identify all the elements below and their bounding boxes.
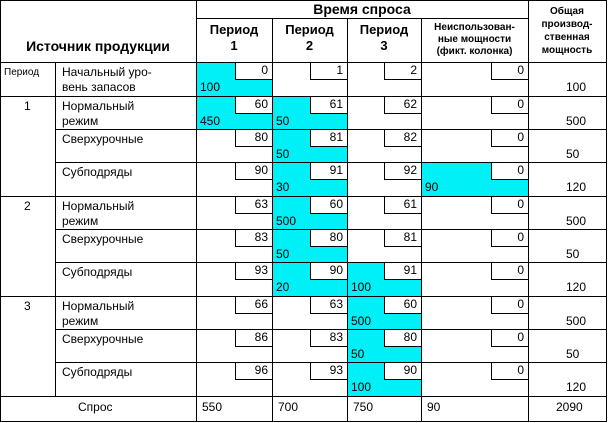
source-label: режим: [62, 314, 99, 328]
row-capacity: 50: [566, 347, 580, 361]
unit-cost: 61: [384, 196, 421, 214]
source-label: Субподряды: [62, 265, 133, 279]
grid-line: [55, 362, 607, 363]
period-label: 2: [24, 199, 31, 213]
unit-cost: 63: [235, 196, 272, 214]
row-capacity: 50: [566, 247, 580, 261]
grid-line: [0, 396, 607, 397]
unit-cost: 0: [491, 62, 528, 80]
unit-cost: 60: [384, 296, 421, 314]
unit-cost: 91: [384, 262, 421, 280]
unit-cost: 91: [310, 162, 347, 180]
period-header-1: Период: [209, 22, 259, 37]
period-label: Период: [4, 67, 40, 78]
unit-cost: 90: [235, 162, 272, 180]
demand-label: Спрос: [78, 400, 113, 414]
unit-cost: 80: [235, 129, 272, 147]
unit-cost: 0: [491, 329, 528, 347]
row-capacity: 500: [566, 214, 587, 228]
grid-line: [55, 129, 607, 130]
unit-cost: 61: [310, 96, 347, 114]
unused-capacity-header: Неиспользован-: [434, 22, 515, 33]
allocation-quantity: 50: [276, 247, 290, 261]
source-header: Источник продукции: [26, 38, 170, 54]
unit-cost: 83: [310, 329, 347, 347]
allocation-quantity: 500: [351, 314, 372, 328]
source-label: режим: [62, 214, 99, 228]
source-label: Сверхурочные: [62, 232, 144, 246]
allocation-quantity: 90: [425, 180, 439, 194]
row-capacity: 500: [566, 114, 587, 128]
source-label: Субподряды: [62, 365, 133, 379]
unit-cost: 0: [491, 229, 528, 247]
grid-line: [528, 0, 529, 422]
unit-cost: 66: [235, 296, 272, 314]
unit-cost: 81: [384, 229, 421, 247]
source-label: вень запасов: [62, 80, 136, 94]
unit-cost: 0: [491, 296, 528, 314]
allocation-quantity: 20: [276, 280, 290, 294]
demand-value: 750: [353, 400, 374, 414]
allocation-quantity: 100: [351, 280, 372, 294]
source-label: режим: [62, 114, 99, 128]
grid-line: [0, 0, 607, 1]
unit-cost: 60: [310, 196, 347, 214]
unit-cost: 82: [384, 129, 421, 147]
period-header-2: Период: [285, 22, 334, 37]
grid-line: [0, 421, 607, 422]
unit-cost: 63: [310, 296, 347, 314]
allocation-quantity: 450: [200, 114, 221, 128]
unit-cost: 80: [384, 329, 421, 347]
unit-cost: 86: [235, 329, 272, 347]
demand-value: 90: [427, 400, 441, 414]
unit-cost: 93: [235, 262, 272, 280]
grid-line: [196, 0, 197, 422]
unit-cost: 2: [384, 62, 421, 80]
source-label: Сверхурочные: [62, 132, 144, 146]
source-label: Нормальный: [62, 99, 135, 113]
total-capacity-header: ственная: [544, 32, 590, 43]
grid-line: [0, 96, 607, 97]
allocation-quantity: 100: [351, 380, 372, 394]
row-capacity: 120: [566, 180, 587, 194]
period-label: 3: [24, 299, 31, 313]
total-capacity-header: мощность: [541, 45, 593, 56]
grid-line: [55, 329, 607, 330]
total-capacity-header: Общая: [550, 6, 584, 17]
allocation-quantity: 100: [200, 80, 221, 94]
grid-line: [0, 296, 607, 297]
unit-cost: 0: [491, 96, 528, 114]
grid-line: [0, 0, 1, 422]
source-label: Субподряды: [62, 165, 133, 179]
unit-cost: 0: [491, 129, 528, 147]
unit-cost: 81: [310, 129, 347, 147]
grid-line: [606, 0, 607, 422]
unit-cost: 90: [310, 262, 347, 280]
total-capacity-header: производ-: [541, 19, 593, 30]
period-header-number-3: 3: [380, 38, 388, 53]
unit-cost: 93: [310, 362, 347, 380]
unit-cost: 90: [384, 362, 421, 380]
unit-cost: 92: [384, 162, 421, 180]
row-capacity: 120: [566, 280, 587, 294]
allocation-quantity: 50: [276, 147, 290, 161]
period-header-number-1: 1: [230, 38, 238, 53]
allocation-quantity: 50: [351, 347, 365, 361]
grid-line: [0, 62, 607, 63]
grid-line: [0, 196, 607, 197]
source-label: Нормальный: [62, 299, 135, 313]
unused-capacity-header: (фикт. колонка): [436, 46, 513, 57]
unit-cost: 96: [235, 362, 272, 380]
demand-time-header: Время спроса: [313, 1, 411, 17]
unit-cost: 0: [491, 262, 528, 280]
allocation-quantity: 50: [276, 114, 290, 128]
unit-cost: 1: [310, 62, 347, 80]
grid-line: [196, 18, 528, 19]
allocation-quantity: 30: [276, 180, 290, 194]
demand-value: 550: [202, 400, 223, 414]
source-label: Начальный уро-: [62, 65, 152, 79]
source-label: Нормальный: [62, 199, 135, 213]
grid-line: [55, 229, 607, 230]
unit-cost: 83: [235, 229, 272, 247]
row-capacity: 500: [566, 314, 587, 328]
unit-cost: 0: [491, 162, 528, 180]
period-header-number-2: 2: [305, 38, 314, 53]
allocation-quantity: 500: [276, 214, 297, 228]
period-label: 1: [24, 99, 31, 113]
unused-capacity-header: ные мощности: [437, 34, 512, 45]
demand-total: 2090: [556, 400, 583, 414]
source-label: Сверхурочные: [62, 332, 144, 346]
demand-value: 700: [278, 400, 299, 414]
grid-line: [55, 162, 607, 163]
unit-cost: 62: [384, 96, 421, 114]
unit-cost: 0: [491, 362, 528, 380]
unit-cost: 60: [235, 96, 272, 114]
row-capacity: 50: [566, 147, 580, 161]
unit-cost: 0: [491, 196, 528, 214]
period-header-3: Период: [359, 22, 409, 37]
row-capacity: 120: [566, 380, 587, 394]
row-capacity: 100: [566, 80, 587, 94]
unit-cost: 0: [235, 62, 272, 80]
unit-cost: 80: [310, 229, 347, 247]
grid-line: [55, 262, 607, 263]
